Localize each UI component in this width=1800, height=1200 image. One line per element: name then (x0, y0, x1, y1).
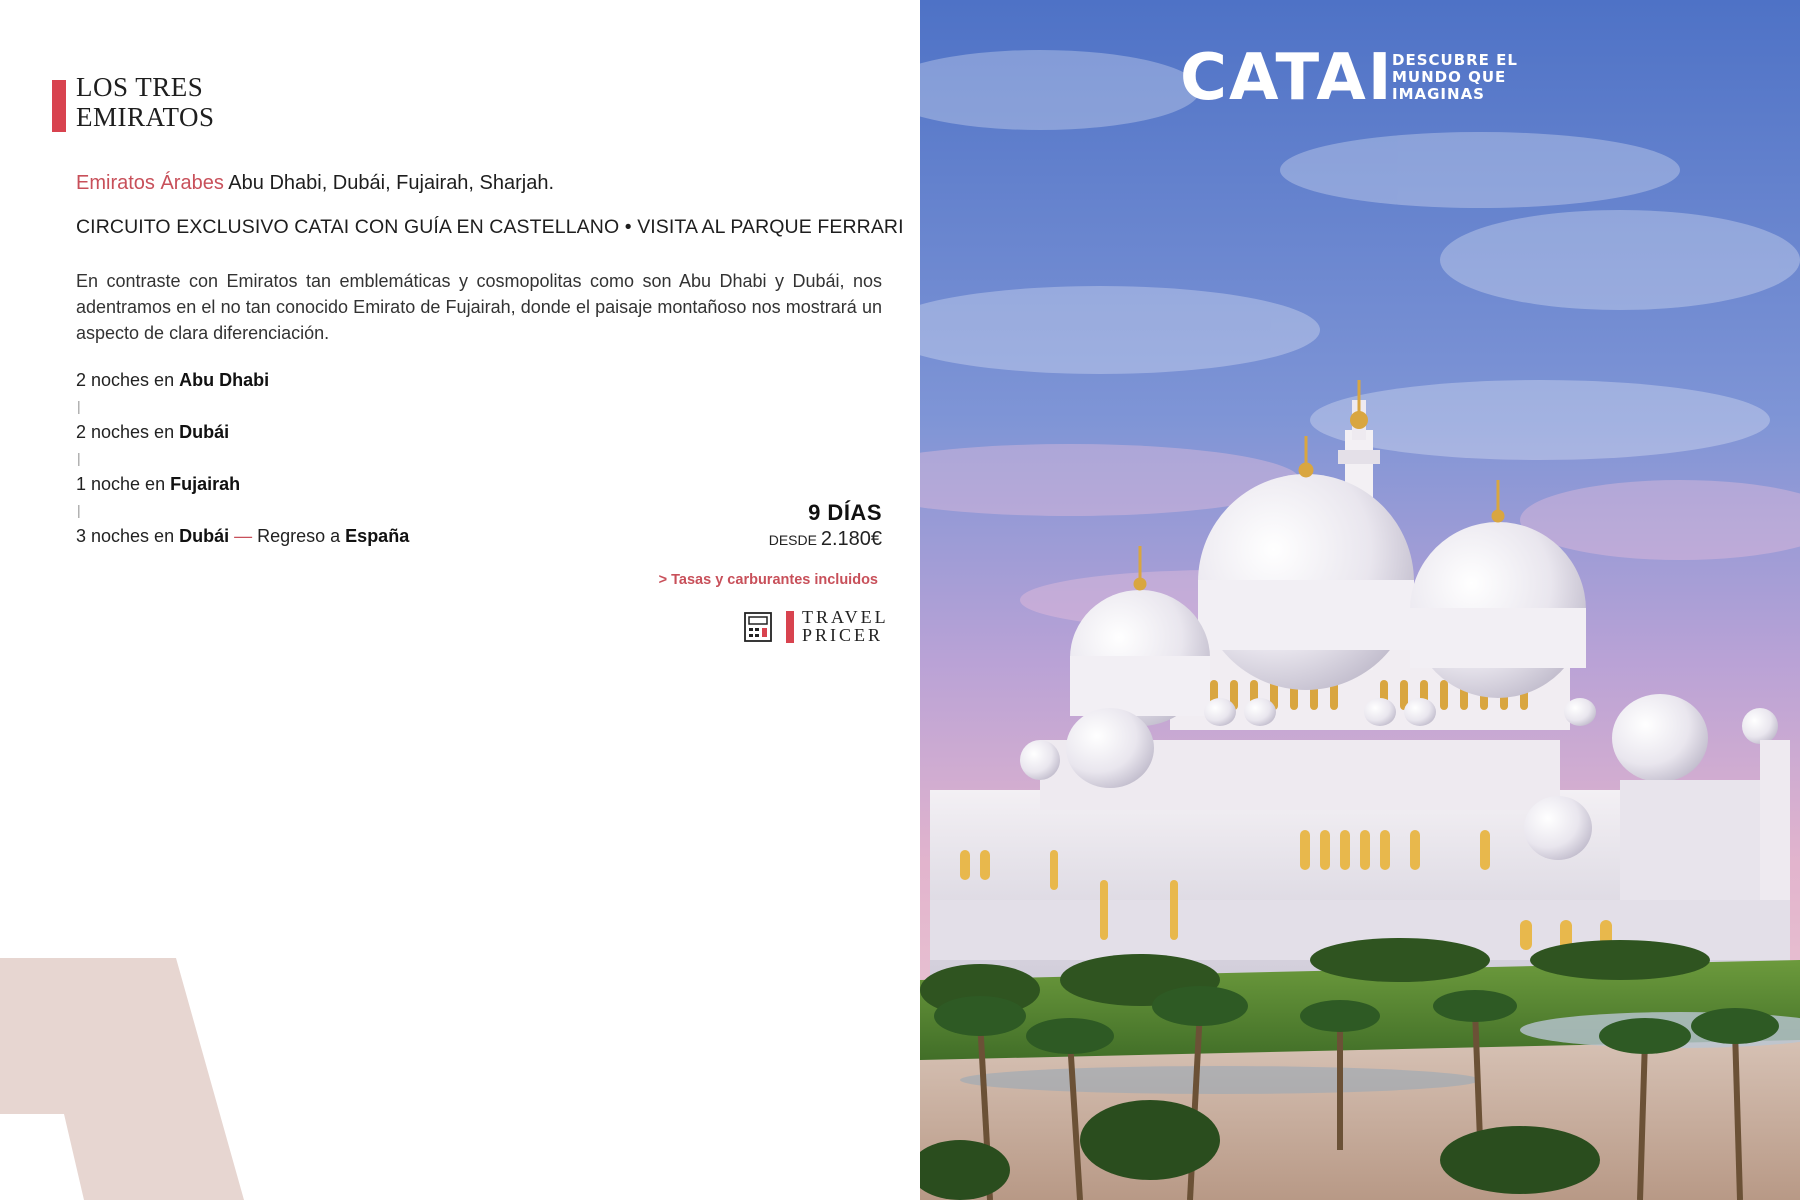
stop-place: Dubái (179, 422, 230, 442)
stop-nights: 3 noches en (76, 526, 180, 546)
price-block (700, 500, 882, 551)
itinerary-stop (76, 523, 409, 549)
travel-pricer-logo[interactable] (744, 607, 889, 646)
calculator-icon (744, 612, 772, 642)
return-text: Regreso a (257, 526, 346, 546)
decorative-shape (0, 958, 260, 1200)
stop-place: Abu Dhabi (179, 370, 270, 390)
itinerary-stop (76, 419, 409, 445)
itinerary (76, 367, 409, 549)
itinerary-stop (76, 367, 409, 393)
stop-nights: 2 noches en (76, 422, 180, 442)
mosque-illustration (920, 0, 1800, 1200)
travel-pricer-line-1: TRAVEL (802, 607, 889, 627)
stop-place: Dubái (179, 526, 230, 546)
page-title (76, 72, 215, 132)
travel-pricer-bar (786, 611, 794, 643)
return-place: España (345, 526, 410, 546)
travel-pricer-line-2: PRICER (802, 625, 884, 645)
title-line-1: LOS TRES (76, 72, 204, 102)
brand-tagline (1392, 52, 1518, 103)
destination-line (76, 172, 554, 195)
stop-nights: 2 noches en (76, 370, 180, 390)
itinerary-separator: | (77, 450, 81, 466)
itinerary-stop (76, 471, 409, 497)
stop-nights: 1 noche en (76, 474, 171, 494)
tour-tagline: CIRCUITO EXCLUSIVO CATAI CON GUÍA EN CASTELLANO • VISITA AL PARQUE FERRARI (76, 216, 904, 238)
brand-tagline-3: IMAGINAS (1392, 85, 1485, 103)
itinerary-separator: | (77, 398, 81, 414)
price-from-label: DESDE (768, 532, 821, 548)
brand-name: CATAI (1180, 41, 1394, 115)
destination-country: Emiratos Árabes (76, 172, 224, 194)
stop-place: Fujairah (170, 474, 241, 494)
brand-tagline-1: DESCUBRE EL (1392, 51, 1518, 69)
title-line-2: EMIRATOS (76, 102, 215, 132)
duration-days: 9 DÍAS (808, 500, 882, 525)
travel-pricer-text (802, 608, 889, 644)
itinerary-dash: — (229, 526, 258, 546)
tour-description: En contraste con Emiratos tan emblemáticas y cosmopolitas como son Abu Dhabi y Dubái, nos adentramos en el no tan conocido Emirato de Fujairah, donde el paisaje montañoso nos mostrará un aspecto de clara diferenciación. (76, 271, 882, 343)
price-from (700, 528, 882, 551)
title-accent-bar (52, 80, 66, 132)
destination-cities: Abu Dhabi, Dubái, Fujairah, Sharjah. (223, 172, 555, 194)
cover-photo (920, 0, 1800, 1200)
taxes-included-link[interactable]: > Tasas y carburantes incluidos (658, 572, 878, 588)
price-amount: 2.180€ (820, 528, 882, 550)
brand-tagline-2: MUNDO QUE (1392, 68, 1507, 86)
itinerary-separator: | (77, 502, 81, 518)
